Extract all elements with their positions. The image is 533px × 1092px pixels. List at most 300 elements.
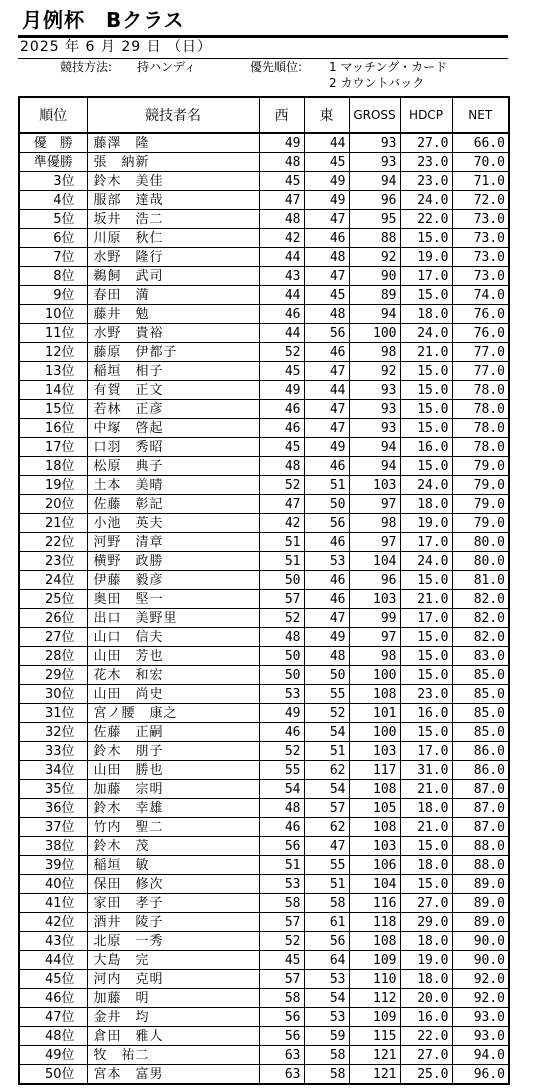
player-name-cell: 家田 孝子 <box>87 894 259 913</box>
player-name-cell: 稲垣 敏 <box>87 856 259 875</box>
rank-cell: 13位 <box>19 362 87 381</box>
gross-cell: 93 <box>349 153 400 172</box>
rank-cell: 11位 <box>19 324 87 343</box>
gross-cell: 92 <box>349 248 400 267</box>
net-cell: 73.0 <box>452 229 509 248</box>
gross-cell: 103 <box>349 476 400 495</box>
rank-cell: 18位 <box>19 457 87 476</box>
east-score-cell: 44 <box>304 133 349 153</box>
table-row <box>19 1046 509 1065</box>
player-name-cell: 牧 祐二 <box>87 1046 259 1065</box>
rank-cell: 7位 <box>19 248 87 267</box>
net-cell: 87.0 <box>452 780 509 799</box>
table-row <box>19 894 509 913</box>
rank-cell: 12位 <box>19 343 87 362</box>
event-date: 2025 年 6 月 29 日 （日） <box>20 39 213 55</box>
east-score-cell: 62 <box>304 818 349 837</box>
player-name-cell: 鈴木 朋子 <box>87 742 259 761</box>
table-row <box>19 989 509 1008</box>
east-score-cell: 44 <box>304 381 349 400</box>
east-score-cell: 59 <box>304 1027 349 1046</box>
player-name-cell: 服部 達哉 <box>87 191 259 210</box>
rank-cell: 5位 <box>19 210 87 229</box>
rank-cell: 4位 <box>19 191 87 210</box>
net-cell: 70.0 <box>452 153 509 172</box>
east-score-cell: 51 <box>304 476 349 495</box>
results-table <box>18 96 510 1085</box>
east-score-cell: 52 <box>304 704 349 723</box>
player-name-cell: 口羽 秀昭 <box>87 438 259 457</box>
player-name-cell: 加藤 宗明 <box>87 780 259 799</box>
hdcp-cell: 22.0 <box>400 1027 452 1046</box>
hdcp-cell: 29.0 <box>400 913 452 932</box>
hdcp-cell: 15.0 <box>400 381 452 400</box>
east-score-cell: 58 <box>304 1065 349 1085</box>
west-score-cell: 52 <box>259 742 304 761</box>
player-name-cell: 春田 満 <box>87 286 259 305</box>
gross-cell: 106 <box>349 856 400 875</box>
gross-cell: 121 <box>349 1046 400 1065</box>
net-cell: 89.0 <box>452 894 509 913</box>
table-row <box>19 970 509 989</box>
east-score-cell: 64 <box>304 951 349 970</box>
hdcp-cell: 19.0 <box>400 514 452 533</box>
rank-cell: 31位 <box>19 704 87 723</box>
hdcp-cell: 15.0 <box>400 286 452 305</box>
west-score-cell: 53 <box>259 685 304 704</box>
gross-cell: 99 <box>349 609 400 628</box>
net-cell: 79.0 <box>452 514 509 533</box>
net-cell: 92.0 <box>452 970 509 989</box>
net-cell: 89.0 <box>452 913 509 932</box>
player-name-cell: 松原 典子 <box>87 457 259 476</box>
east-score-cell: 51 <box>304 742 349 761</box>
player-name-cell: 出口 美野里 <box>87 609 259 628</box>
hdcp-cell: 16.0 <box>400 438 452 457</box>
east-score-cell: 46 <box>304 533 349 552</box>
table-row <box>19 723 509 742</box>
table-row <box>19 685 509 704</box>
rank-cell: 6位 <box>19 229 87 248</box>
west-score-cell: 46 <box>259 419 304 438</box>
player-name-cell: 河野 清章 <box>87 533 259 552</box>
east-score-cell: 53 <box>304 970 349 989</box>
player-name-cell: 藤澤 隆 <box>87 133 259 153</box>
west-score-cell: 49 <box>259 704 304 723</box>
net-cell: 73.0 <box>452 267 509 286</box>
player-name-cell: 水野 貴裕 <box>87 324 259 343</box>
east-score-cell: 56 <box>304 514 349 533</box>
east-score-cell: 46 <box>304 571 349 590</box>
west-score-cell: 48 <box>259 153 304 172</box>
player-name-cell: 山田 勝也 <box>87 761 259 780</box>
hdcp-cell: 21.0 <box>400 343 452 362</box>
hdcp-cell: 17.0 <box>400 267 452 286</box>
rank-cell: 34位 <box>19 761 87 780</box>
hdcp-cell: 23.0 <box>400 685 452 704</box>
west-score-cell: 51 <box>259 856 304 875</box>
rank-cell: 46位 <box>19 989 87 1008</box>
table-row <box>19 875 509 894</box>
hdcp-cell: 19.0 <box>400 248 452 267</box>
hdcp-cell: 18.0 <box>400 970 452 989</box>
hdcp-cell: 15.0 <box>400 875 452 894</box>
table-row <box>19 343 509 362</box>
west-score-cell: 46 <box>259 305 304 324</box>
net-cell: 90.0 <box>452 951 509 970</box>
player-name-cell: 伊藤 毅彦 <box>87 571 259 590</box>
table-row <box>19 495 509 514</box>
net-cell: 79.0 <box>452 457 509 476</box>
hdcp-cell: 22.0 <box>400 210 452 229</box>
hdcp-cell: 21.0 <box>400 780 452 799</box>
rank-cell: 28位 <box>19 647 87 666</box>
east-score-cell: 46 <box>304 590 349 609</box>
east-score-cell: 46 <box>304 343 349 362</box>
east-score-cell: 51 <box>304 875 349 894</box>
player-name-cell: 中塚 啓起 <box>87 419 259 438</box>
table-row <box>19 628 509 647</box>
hdcp-cell: 17.0 <box>400 533 452 552</box>
hdcp-cell: 15.0 <box>400 229 452 248</box>
west-score-cell: 58 <box>259 894 304 913</box>
table-row <box>19 571 509 590</box>
rank-cell: 40位 <box>19 875 87 894</box>
east-score-cell: 47 <box>304 210 349 229</box>
player-name-cell: 川原 秋仁 <box>87 229 259 248</box>
east-score-cell: 49 <box>304 191 349 210</box>
table-row <box>19 761 509 780</box>
table-row <box>19 457 509 476</box>
net-cell: 76.0 <box>452 324 509 343</box>
player-name-cell: 佐藤 彰記 <box>87 495 259 514</box>
net-cell: 78.0 <box>452 400 509 419</box>
rank-cell: 38位 <box>19 837 87 856</box>
table-row <box>19 1008 509 1027</box>
west-score-cell: 43 <box>259 267 304 286</box>
gross-cell: 108 <box>349 780 400 799</box>
west-score-cell: 48 <box>259 799 304 818</box>
rank-cell: 24位 <box>19 571 87 590</box>
table-row <box>19 780 509 799</box>
table-row <box>19 381 509 400</box>
hdcp-cell: 24.0 <box>400 191 452 210</box>
net-cell: 79.0 <box>452 495 509 514</box>
rank-cell: 36位 <box>19 799 87 818</box>
hdcp-cell: 18.0 <box>400 305 452 324</box>
net-cell: 77.0 <box>452 343 509 362</box>
net-cell: 93.0 <box>452 1008 509 1027</box>
table-row <box>19 267 509 286</box>
player-name-cell: 藤井 勉 <box>87 305 259 324</box>
competition-conditions <box>18 58 508 94</box>
rank-cell: 42位 <box>19 913 87 932</box>
player-name-cell: 有賀 正文 <box>87 381 259 400</box>
header-row <box>19 97 509 133</box>
gross-cell: 92 <box>349 362 400 381</box>
west-score-cell: 53 <box>259 875 304 894</box>
hdcp-cell: 27.0 <box>400 133 452 153</box>
net-cell: 78.0 <box>452 381 509 400</box>
gross-cell: 116 <box>349 894 400 913</box>
net-cell: 86.0 <box>452 742 509 761</box>
table-row <box>19 133 509 153</box>
net-cell: 85.0 <box>452 723 509 742</box>
east-score-cell: 48 <box>304 305 349 324</box>
table-row <box>19 609 509 628</box>
east-score-cell: 47 <box>304 362 349 381</box>
hdcp-cell: 27.0 <box>400 894 452 913</box>
rank-cell: 9位 <box>19 286 87 305</box>
west-score-cell: 57 <box>259 590 304 609</box>
net-cell: 73.0 <box>452 248 509 267</box>
player-name-cell: 横野 政勝 <box>87 552 259 571</box>
hdcp-cell: 18.0 <box>400 799 452 818</box>
gross-cell: 90 <box>349 267 400 286</box>
rank-cell: 45位 <box>19 970 87 989</box>
net-cell: 78.0 <box>452 438 509 457</box>
rank-cell: 27位 <box>19 628 87 647</box>
east-score-cell: 58 <box>304 894 349 913</box>
header-hdcp: HDCP <box>400 97 452 133</box>
gross-cell: 94 <box>349 172 400 191</box>
table-row <box>19 476 509 495</box>
east-score-cell: 53 <box>304 552 349 571</box>
player-name-cell: 張 納新 <box>87 153 259 172</box>
east-score-cell: 56 <box>304 932 349 951</box>
net-cell: 78.0 <box>452 419 509 438</box>
gross-cell: 93 <box>349 133 400 153</box>
gross-cell: 100 <box>349 666 400 685</box>
rank-cell: 35位 <box>19 780 87 799</box>
rank-cell: 8位 <box>19 267 87 286</box>
gross-cell: 109 <box>349 1008 400 1027</box>
rank-cell: 43位 <box>19 932 87 951</box>
rank-cell: 25位 <box>19 590 87 609</box>
header-net: NET <box>452 97 509 133</box>
table-row <box>19 210 509 229</box>
west-score-cell: 46 <box>259 818 304 837</box>
player-name-cell: 花木 和宏 <box>87 666 259 685</box>
west-score-cell: 50 <box>259 647 304 666</box>
player-name-cell: 小池 英夫 <box>87 514 259 533</box>
gross-cell: 105 <box>349 799 400 818</box>
rank-cell: 48位 <box>19 1027 87 1046</box>
rank-cell: 優 勝 <box>19 133 87 153</box>
table-row <box>19 913 509 932</box>
net-cell: 87.0 <box>452 818 509 837</box>
priority-2: 2 カウントバック <box>329 76 425 90</box>
gross-cell: 97 <box>349 533 400 552</box>
east-score-cell: 62 <box>304 761 349 780</box>
player-name-cell: 倉田 雅人 <box>87 1027 259 1046</box>
gross-cell: 96 <box>349 191 400 210</box>
west-score-cell: 47 <box>259 191 304 210</box>
gross-cell: 93 <box>349 400 400 419</box>
rank-cell: 50位 <box>19 1065 87 1085</box>
gross-cell: 103 <box>349 590 400 609</box>
west-score-cell: 49 <box>259 133 304 153</box>
gross-cell: 118 <box>349 913 400 932</box>
net-cell: 88.0 <box>452 837 509 856</box>
player-name-cell: 竹内 聖二 <box>87 818 259 837</box>
east-score-cell: 57 <box>304 799 349 818</box>
player-name-cell: 宮ノ腰 康之 <box>87 704 259 723</box>
west-score-cell: 55 <box>259 761 304 780</box>
table-row <box>19 191 509 210</box>
west-score-cell: 45 <box>259 951 304 970</box>
table-row <box>19 400 509 419</box>
rank-cell: 29位 <box>19 666 87 685</box>
rank-cell: 15位 <box>19 400 87 419</box>
west-score-cell: 42 <box>259 514 304 533</box>
rank-cell: 10位 <box>19 305 87 324</box>
east-score-cell: 54 <box>304 780 349 799</box>
player-name-cell: 山田 尚史 <box>87 685 259 704</box>
priority-label: 優先順位: <box>250 60 303 74</box>
hdcp-cell: 19.0 <box>400 951 452 970</box>
gross-cell: 117 <box>349 761 400 780</box>
table-row <box>19 438 509 457</box>
east-score-cell: 58 <box>304 1046 349 1065</box>
hdcp-cell: 17.0 <box>400 742 452 761</box>
table-row <box>19 1027 509 1046</box>
player-name-cell: 藤原 伊都子 <box>87 343 259 362</box>
rank-cell: 20位 <box>19 495 87 514</box>
west-score-cell: 57 <box>259 913 304 932</box>
west-score-cell: 44 <box>259 324 304 343</box>
west-score-cell: 63 <box>259 1065 304 1085</box>
rank-cell: 21位 <box>19 514 87 533</box>
net-cell: 87.0 <box>452 799 509 818</box>
west-score-cell: 56 <box>259 837 304 856</box>
hdcp-cell: 15.0 <box>400 457 452 476</box>
rank-cell: 49位 <box>19 1046 87 1065</box>
west-score-cell: 58 <box>259 989 304 1008</box>
hdcp-cell: 18.0 <box>400 932 452 951</box>
player-name-cell: 加藤 明 <box>87 989 259 1008</box>
hdcp-cell: 15.0 <box>400 400 452 419</box>
gross-cell: 96 <box>349 571 400 590</box>
east-score-cell: 48 <box>304 248 349 267</box>
header-gross: GROSS <box>349 97 400 133</box>
hdcp-cell: 15.0 <box>400 628 452 647</box>
hdcp-cell: 24.0 <box>400 552 452 571</box>
hdcp-cell: 15.0 <box>400 362 452 381</box>
west-score-cell: 42 <box>259 229 304 248</box>
player-name-cell: 若林 正彦 <box>87 400 259 419</box>
east-score-cell: 54 <box>304 989 349 1008</box>
hdcp-cell: 15.0 <box>400 723 452 742</box>
west-score-cell: 50 <box>259 666 304 685</box>
east-score-cell: 50 <box>304 495 349 514</box>
net-cell: 82.0 <box>452 590 509 609</box>
hdcp-cell: 15.0 <box>400 571 452 590</box>
player-name-cell: 酒井 陵子 <box>87 913 259 932</box>
player-name-cell: 河内 克明 <box>87 970 259 989</box>
gross-cell: 103 <box>349 837 400 856</box>
west-score-cell: 50 <box>259 571 304 590</box>
gross-cell: 98 <box>349 647 400 666</box>
rank-cell: 16位 <box>19 419 87 438</box>
west-score-cell: 52 <box>259 476 304 495</box>
gross-cell: 108 <box>349 685 400 704</box>
hdcp-cell: 16.0 <box>400 704 452 723</box>
gross-cell: 94 <box>349 457 400 476</box>
gross-cell: 100 <box>349 324 400 343</box>
player-name-cell: 奥田 堅一 <box>87 590 259 609</box>
rank-cell: 22位 <box>19 533 87 552</box>
gross-cell: 88 <box>349 229 400 248</box>
table-row <box>19 742 509 761</box>
table-row <box>19 704 509 723</box>
rank-cell: 3位 <box>19 172 87 191</box>
net-cell: 94.0 <box>452 1046 509 1065</box>
rank-cell: 30位 <box>19 685 87 704</box>
net-cell: 96.0 <box>452 1065 509 1085</box>
table-row <box>19 552 509 571</box>
gross-cell: 97 <box>349 495 400 514</box>
player-name-cell: 宮本 富男 <box>87 1065 259 1085</box>
east-score-cell: 45 <box>304 286 349 305</box>
east-score-cell: 47 <box>304 267 349 286</box>
table-row <box>19 951 509 970</box>
rank-cell: 17位 <box>19 438 87 457</box>
table-row <box>19 286 509 305</box>
player-name-cell: 土本 美晴 <box>87 476 259 495</box>
net-cell: 82.0 <box>452 609 509 628</box>
west-score-cell: 46 <box>259 723 304 742</box>
gross-cell: 109 <box>349 951 400 970</box>
west-score-cell: 46 <box>259 400 304 419</box>
table-row <box>19 153 509 172</box>
gross-cell: 100 <box>349 723 400 742</box>
player-name-cell: 水野 隆行 <box>87 248 259 267</box>
west-score-cell: 49 <box>259 381 304 400</box>
rank-cell: 14位 <box>19 381 87 400</box>
west-score-cell: 56 <box>259 1008 304 1027</box>
rank-cell: 39位 <box>19 856 87 875</box>
net-cell: 90.0 <box>452 932 509 951</box>
west-score-cell: 45 <box>259 362 304 381</box>
net-cell: 86.0 <box>452 761 509 780</box>
net-cell: 85.0 <box>452 666 509 685</box>
gross-cell: 94 <box>349 438 400 457</box>
east-score-cell: 45 <box>304 153 349 172</box>
player-name-cell: 保田 修次 <box>87 875 259 894</box>
hdcp-cell: 23.0 <box>400 172 452 191</box>
table-row <box>19 419 509 438</box>
rank-cell: 準優勝 <box>19 153 87 172</box>
priority-1: 1 マッチング・カード <box>329 60 448 74</box>
east-score-cell: 46 <box>304 229 349 248</box>
east-score-cell: 47 <box>304 609 349 628</box>
net-cell: 79.0 <box>452 476 509 495</box>
player-name-cell: 北原 一秀 <box>87 932 259 951</box>
gross-cell: 108 <box>349 818 400 837</box>
table-row <box>19 818 509 837</box>
table-row <box>19 1065 509 1085</box>
gross-cell: 103 <box>349 742 400 761</box>
east-score-cell: 50 <box>304 666 349 685</box>
east-score-cell: 47 <box>304 419 349 438</box>
west-score-cell: 54 <box>259 780 304 799</box>
net-cell: 80.0 <box>452 552 509 571</box>
east-score-cell: 47 <box>304 837 349 856</box>
east-score-cell: 55 <box>304 685 349 704</box>
hdcp-cell: 15.0 <box>400 647 452 666</box>
hdcp-cell: 18.0 <box>400 856 452 875</box>
